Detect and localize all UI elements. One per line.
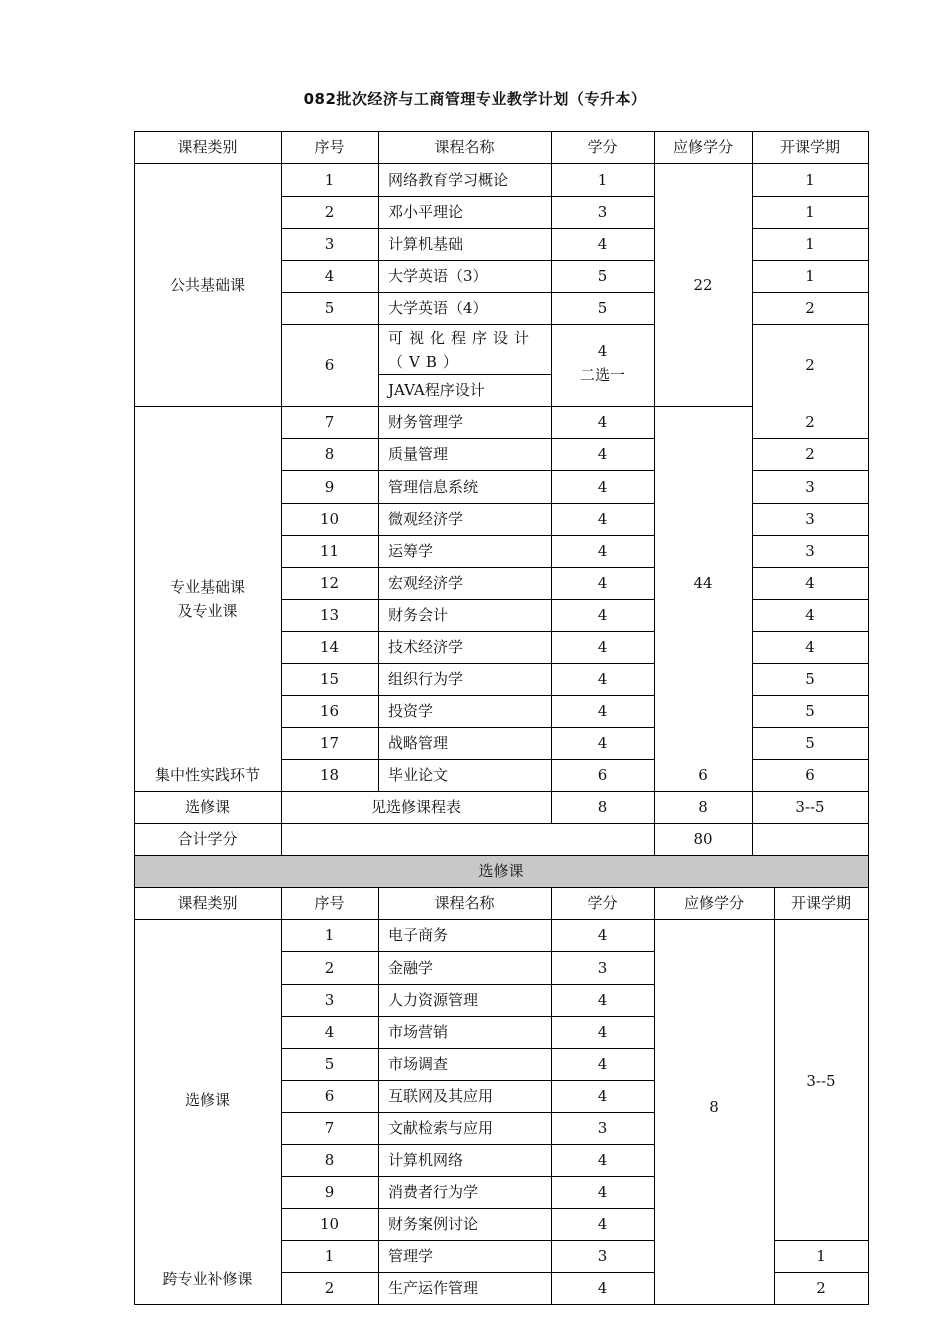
row-number: 6: [324, 356, 335, 374]
course-name: 财务案例讨论: [388, 1215, 479, 1233]
course-credit: 4: [597, 342, 608, 360]
table-rule: [654, 887, 655, 1305]
row-number: 5: [324, 299, 335, 317]
course-name: 人力资源管理: [388, 991, 479, 1009]
row-number: 3: [324, 991, 335, 1009]
group-practice: 集中性实践环节: [154, 766, 260, 784]
table-rule: [551, 791, 552, 824]
table-rule: [752, 567, 869, 568]
course-name: 组织行为学: [388, 670, 464, 688]
table-rule: [281, 503, 655, 504]
elective-section-title: 选修课: [478, 862, 524, 880]
table-rule: [551, 131, 552, 792]
course-name: 互联网及其应用: [388, 1087, 494, 1105]
table-rule: [281, 695, 655, 696]
row-number: 17: [319, 734, 340, 752]
course-term: 2: [805, 413, 815, 431]
table-rule: [281, 1208, 655, 1209]
course-credit: 4: [597, 542, 608, 560]
header2-required-credit: 应修学分: [683, 894, 744, 912]
course-credit: 4: [597, 991, 608, 1009]
elective-list-required: 8: [709, 1097, 719, 1116]
table-rule: [378, 887, 379, 1305]
table-rule: [774, 1272, 869, 1273]
course-name-option-b: JAVA程序设计: [388, 381, 485, 399]
row-number: 13: [319, 606, 340, 624]
course-name: 财务管理学: [388, 413, 464, 431]
table-rule: [134, 791, 869, 792]
course-name: 战略管理: [388, 734, 449, 752]
course-credit: 4: [597, 926, 608, 944]
course-credit: 5: [597, 267, 608, 285]
course-credit: 4: [597, 445, 608, 463]
course-term: 5: [805, 702, 815, 720]
table-rule: [378, 131, 379, 792]
table-rule: [281, 759, 655, 760]
course-term: 1: [805, 267, 815, 285]
table-rule: [134, 131, 135, 1305]
row-number: 9: [324, 1183, 335, 1201]
table-rule: [774, 887, 775, 1305]
row-number: 1: [324, 926, 335, 944]
course-credit: 4: [597, 638, 608, 656]
course-name: 电子商务: [388, 926, 449, 944]
course-term: 3: [805, 477, 815, 496]
course-term: 2: [805, 445, 815, 463]
table-rule: [281, 1176, 655, 1177]
required-professional: 44: [693, 573, 713, 592]
course-term: 5: [805, 670, 815, 688]
header2-category: 课程类别: [177, 894, 238, 912]
row-number: 14: [319, 638, 340, 656]
course-term: 2: [816, 1279, 826, 1297]
row-number: 4: [324, 267, 335, 285]
header-course-name: 课程名称: [434, 138, 495, 156]
course-name: 邓小平理论: [388, 203, 464, 221]
table-rule: [752, 759, 869, 760]
row-number: 2: [324, 958, 335, 977]
course-name: 生产运作管理: [388, 1279, 479, 1297]
course-name: 市场营销: [388, 1023, 449, 1041]
course-term: 1: [805, 235, 815, 253]
table-rule: [281, 631, 655, 632]
choice-note: 二选一: [579, 366, 625, 384]
table-rule: [281, 131, 282, 824]
course-credit: 3: [597, 1247, 608, 1265]
table-rule: [281, 951, 655, 952]
elective-term: 3--5: [795, 798, 825, 816]
table-rule: [551, 887, 552, 1305]
table-rule: [281, 823, 282, 856]
row-number: 7: [324, 413, 335, 431]
elective-note: 见选修课程表: [370, 798, 461, 816]
header-credit: 学分: [587, 138, 618, 156]
table-rule: [281, 1112, 655, 1113]
table-rule: [281, 1048, 655, 1049]
row-number: 10: [319, 1215, 340, 1233]
row-number: 7: [324, 1119, 335, 1137]
table-rule: [281, 599, 655, 600]
course-name: 消费者行为学: [388, 1183, 479, 1201]
course-term: 3: [805, 510, 815, 528]
group-professional: 专业基础课: [169, 578, 245, 596]
course-credit: 5: [597, 299, 608, 317]
course-name: 计算机网络: [388, 1151, 464, 1169]
course-name: 大学英语（4）: [388, 299, 488, 317]
row-number: 18: [319, 766, 340, 784]
table-rule: [281, 1080, 655, 1081]
table-rule: [774, 1240, 869, 1241]
course-credit: 4: [597, 1279, 608, 1297]
table-rule: [281, 260, 655, 261]
elective-list-term: 3--5: [806, 1071, 836, 1090]
course-name: 文献检索与应用: [388, 1119, 494, 1137]
table-rule: [752, 324, 869, 325]
row-number: 16: [319, 702, 340, 720]
course-term: 4: [805, 606, 815, 624]
course-name: 毕业论文: [388, 766, 449, 784]
table-rule: [281, 1144, 655, 1145]
course-name: 技术经济学: [388, 638, 464, 656]
header-required-credit: 应修学分: [672, 138, 733, 156]
course-term: 1: [805, 170, 815, 189]
table-rule: [281, 567, 655, 568]
table-rule: [752, 292, 869, 293]
table-rule: [752, 260, 869, 261]
table-rule: [134, 919, 869, 920]
table-rule: [281, 438, 655, 439]
table-rule: [281, 1016, 655, 1017]
table-rule: [752, 695, 869, 696]
course-name: 管理信息系统: [388, 477, 479, 496]
required-public-basic: 22: [693, 275, 713, 294]
table-rule: [752, 599, 869, 600]
table-rule: [281, 663, 655, 664]
table-rule: [281, 324, 655, 325]
table-rule: [752, 228, 869, 229]
row-number: 15: [319, 670, 340, 688]
table-rule: [134, 1304, 869, 1305]
table-rule: [281, 1240, 655, 1241]
table-rule: [752, 535, 869, 536]
course-name: 管理学: [388, 1247, 434, 1265]
group-elective: 选修课: [184, 798, 230, 816]
course-term: 4: [805, 574, 815, 592]
row-number: 9: [324, 477, 335, 496]
course-credit: 4: [597, 477, 608, 496]
table-rule: [868, 131, 869, 1305]
course-term: 2: [805, 299, 815, 317]
row-number: 8: [324, 445, 335, 463]
header-term: 开课学期: [779, 138, 840, 156]
course-credit: 4: [597, 1151, 608, 1169]
course-credit: 3: [597, 203, 608, 221]
course-name: 计算机基础: [388, 235, 464, 253]
table-rule: [752, 438, 869, 439]
course-credit: 3: [597, 1119, 608, 1137]
total-label: 合计学分: [177, 830, 238, 848]
row-number: 1: [324, 170, 335, 189]
table-rule: [134, 131, 869, 132]
course-credit: 4: [597, 1023, 608, 1041]
course-credit: 4: [597, 670, 608, 688]
course-term: 6: [805, 766, 815, 784]
course-name: 网络教育学习概论: [388, 170, 509, 189]
table-rule: [134, 823, 869, 824]
course-credit: 4: [597, 235, 608, 253]
course-credit: 4: [597, 1215, 608, 1233]
required-practice: 6: [698, 766, 708, 784]
course-name: 市场调查: [388, 1055, 449, 1073]
group-public-basic: 公共基础课: [169, 275, 245, 294]
course-term: 4: [805, 638, 815, 656]
row-number: 1: [324, 1247, 335, 1265]
table-rule: [752, 631, 869, 632]
table-rule: [378, 374, 552, 375]
table-rule: [281, 1272, 655, 1273]
course-credit: 1: [597, 170, 608, 189]
course-credit: 4: [597, 734, 608, 752]
group-remedial: 跨专业补修课: [162, 1270, 253, 1288]
course-name: 宏观经济学: [388, 574, 464, 592]
header2-credit: 学分: [587, 894, 618, 912]
table-rule: [752, 196, 869, 197]
course-term: 5: [805, 734, 815, 752]
row-number: 8: [324, 1151, 335, 1169]
row-number: 4: [324, 1023, 335, 1041]
course-name: 金融学: [388, 958, 434, 977]
header2-course-name: 课程名称: [434, 894, 495, 912]
course-name: 运筹学: [388, 542, 434, 560]
table-rule: [134, 855, 869, 856]
elective-required: 8: [698, 798, 708, 816]
row-number: 6: [324, 1087, 335, 1105]
table-rule: [281, 887, 282, 1305]
header-index: 序号: [314, 138, 345, 156]
document-title: 082批次经济与工商管理专业教学计划（专升本）: [303, 90, 647, 108]
table-rule: [134, 406, 753, 407]
course-credit: 4: [597, 606, 608, 624]
row-number: 2: [324, 203, 335, 221]
header2-index: 序号: [314, 894, 345, 912]
course-credit: 4: [597, 702, 608, 720]
row-number: 12: [319, 574, 340, 592]
total-credits: 80: [693, 830, 713, 848]
course-credit: 3: [597, 958, 608, 977]
table-rule: [134, 163, 869, 164]
table-rule: [281, 984, 655, 985]
table-rule: [134, 887, 869, 888]
table-rule: [281, 470, 655, 471]
row-number: 10: [319, 510, 340, 528]
table-rule: [281, 228, 655, 229]
table-rule: [281, 727, 655, 728]
course-term: 3: [805, 542, 815, 560]
course-name: 投资学: [388, 702, 434, 720]
course-credit: 4: [597, 413, 608, 431]
course-term: 1: [816, 1247, 826, 1265]
header2-term: 开课学期: [790, 894, 851, 912]
row-number: 5: [324, 1055, 335, 1073]
row-number: 2: [324, 1279, 335, 1297]
course-name: 大学英语（3）: [388, 267, 488, 285]
course-name: 微观经济学: [388, 510, 464, 528]
course-credit: 4: [597, 574, 608, 592]
row-number: 3: [324, 235, 335, 253]
table-rule: [752, 131, 753, 856]
course-term: 2: [805, 356, 815, 374]
course-name: 财务会计: [388, 606, 449, 624]
group-elective-list: 选修课: [184, 1090, 230, 1109]
table-rule: [752, 503, 869, 504]
table-rule: [281, 535, 655, 536]
table-rule: [281, 196, 655, 197]
course-name-option-a: 可视化程序设计（VB）: [388, 329, 536, 371]
course-credit: 4: [597, 1183, 608, 1201]
table-rule: [281, 292, 655, 293]
table-rule: [752, 470, 869, 471]
table-rule: [752, 727, 869, 728]
row-number: 11: [319, 542, 340, 560]
course-name: 质量管理: [388, 445, 449, 463]
header-category: 课程类别: [177, 138, 238, 156]
group-professional-2: 及专业课: [177, 602, 238, 620]
course-credit: 4: [597, 1087, 608, 1105]
course-credit: 6: [597, 766, 608, 784]
elective-credit: 8: [597, 798, 608, 816]
course-credit: 4: [597, 510, 608, 528]
table-rule: [654, 131, 655, 856]
course-term: 1: [805, 203, 815, 221]
table-rule: [752, 663, 869, 664]
course-credit: 4: [597, 1055, 608, 1073]
